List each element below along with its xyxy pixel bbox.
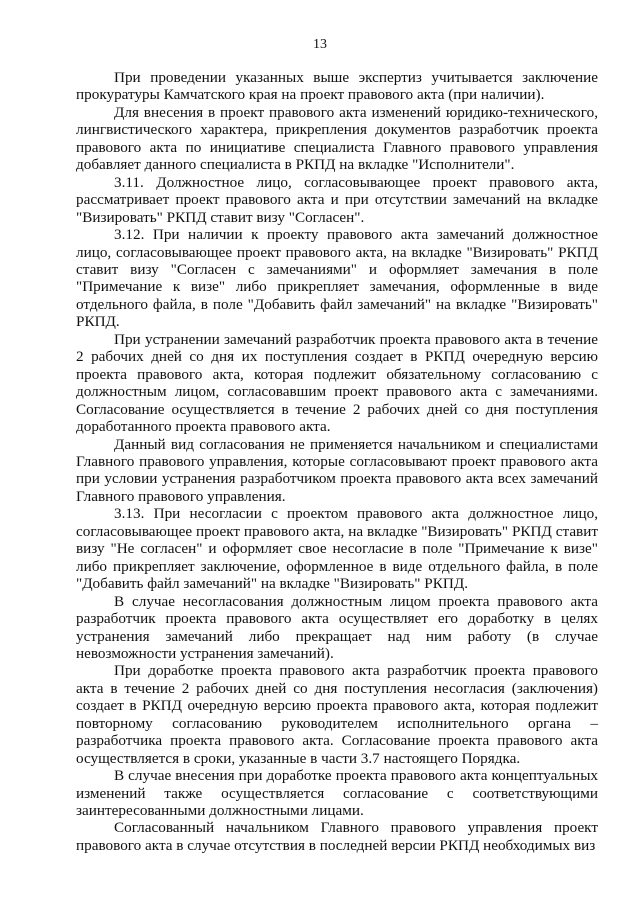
paragraph-revision: При доработке проекта правового акта разработчик проекта правового акта в течение 2 рабочих дней со дня поступления несогласия (заключения) создает в РКПД очередную версию проекта правового акта, которая подлежит повторному согласованию руководителем исполнительного органа – разработчика проекта правового акта. Согласование проекта правового акта осуществляется в сроки, указанные в части 3.7 настоящего Порядка. <box>76 662 598 767</box>
paragraph-remarks-elimination: При устранении замечаний разработчик проекта правового акта в течение 2 рабочих дней со дня их поступления создает в РКПД очередную версию проекта правового акта, которая подлежит обязательному согласованию с должностным лицом, согласовавшим проект правового акта с замечаниями. Согласование осуществляется в течение 2 рабочих дней со дня поступления доработанного проекта правового акта. <box>76 330 598 436</box>
paragraph-expertise-conclusion: При проведении указанных выше экспертиз учитывается заключение прокуратуры Камчатского края на проект правового акта (при наличии). <box>76 69 598 104</box>
document-body <box>76 69 598 854</box>
paragraph-non-approval-case: В случае несогласования должностным лицом проекта правового акта разработчик проекта правового акта осуществляет его доработку в целях устранения замечаний либо прекращает над ним работу (в случае невозможности устранения замечаний). <box>76 592 598 662</box>
paragraph-approved-project: Согласованный начальником Главного правового управления проект правового акта в случае отсутствия в последней версии РКПД необходимых виз <box>76 819 598 854</box>
paragraph-conceptual-changes: В случае внесения при доработке проекта правового акта концептуальных изменений также осуществляется согласование с соответствующими заинтересованными должностными лицами. <box>76 767 598 820</box>
paragraph-technical-changes: Для внесения в проект правового акта изменений юридико-технического, лингвистического характера, прикрепления документов разработчик проекта правового акта по инициативе специалиста Главного правового управления добавляет данного специалиста в РКПД на вкладке "Исполнители". <box>76 103 598 174</box>
paragraph-3-13: 3.13. При несогласии с проектом правового акта должностное лицо, согласовывающее проект правового акта, на вкладке "Визировать" РКПД ставит визу "Не согласен" и оформляет свое несогласие в поле "Примечание к визе" либо прикрепляет заключение, оформленное в виде отдельного файла, в поле "Добавить файл замечаний" на вкладке "Визировать" РКПД. <box>76 505 598 593</box>
paragraph-3-11: 3.11. Должностное лицо, согласовывающее проект правового акта, рассматривает проект правового акта и при отсутствии замечаний на вкладке "Визировать" РКПД ставит визу "Согласен". <box>76 173 598 226</box>
paragraph-approval-type: Данный вид согласования не применяется начальником и специалистами Главного правового управления, которые согласовывают проект правового акта при условии устранения разработчиком проекта правового акта всех замечаний Главного правового управления. <box>76 435 598 505</box>
page-number: 13 <box>313 37 327 52</box>
paragraph-3-12: 3.12. При наличии к проекту правового акта замечаний должностное лицо, согласовывающее проект правового акта, на вкладке "Визировать" РКПД ставит визу "Согласен с замечаниями" и оформляет замечания в поле "Примечание к визе" либо прикрепляет замечания, оформленные в виде отдельного файла, в поле "Добавить файл замечаний" на вкладке "Визировать" РКПД. <box>76 226 598 331</box>
